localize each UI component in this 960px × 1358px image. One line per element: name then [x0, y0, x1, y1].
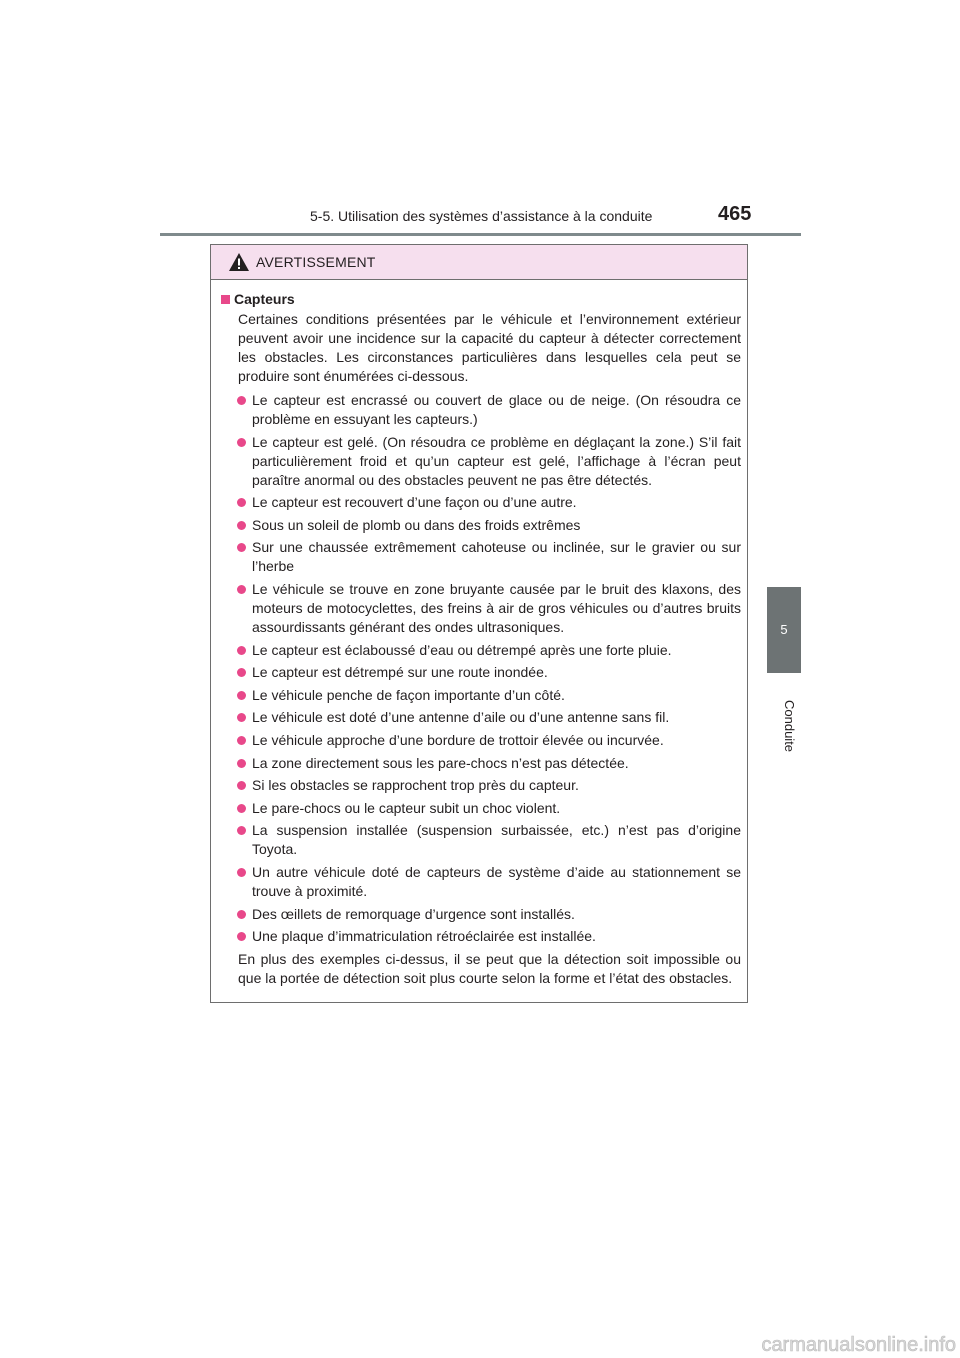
bullet-dot-icon: [237, 646, 246, 655]
header-rule: [160, 233, 801, 236]
bullet-dot-icon: [237, 498, 246, 507]
chapter-label: Conduite: [782, 700, 797, 753]
list-item: [237, 538, 741, 576]
list-item-text: Le véhicule se trouve en zone bruyante causée par le bruit des klaxons, des moteurs de motocyclettes, des freins à air de gros véhicules ou d’autres bruits assourdissants générant des ondes ultrasoniques.: [252, 580, 741, 635]
list-item-text: Le capteur est recouvert d’une façon ou d’une autre.: [252, 494, 577, 511]
list-item: [237, 754, 741, 773]
list-item: [237, 663, 741, 682]
list-item: [237, 433, 741, 490]
list-item: [237, 776, 741, 795]
warning-triangle-icon: [228, 252, 250, 272]
list-item: [237, 863, 741, 901]
list-item-text: Le véhicule approche d’une bordure de trottoir élevée ou incurvée.: [252, 731, 664, 748]
list-item-text: Le capteur est encrassé ou couvert de glace ou de neige. (On résoudra ce problème en essuyant les capteurs.): [252, 392, 741, 427]
list-item: [237, 905, 741, 924]
square-bullet-icon: [221, 295, 230, 304]
list-item-text: Le capteur est gelé. (On résoudra ce problème en déglaçant la zone.) S’il fait particulièrement froid et qu’un capteur est gelé, l’affichage à l’écran peut paraître anormal ou des obstacles peuvent ne pas être détectés.: [252, 433, 741, 488]
list-item-text: La suspension installée (suspension surbaissée, etc.) n’est pas d’origine Toyota.: [252, 822, 741, 858]
list-item: [237, 799, 741, 818]
warning-title: AVERTISSEMENT: [256, 254, 376, 270]
conditions-list: [221, 391, 741, 946]
bullet-dot-icon: [237, 691, 246, 700]
list-item: [237, 686, 741, 705]
list-item-text: Le véhicule penche de façon importante d’un côté.: [252, 686, 565, 703]
list-item: [237, 927, 741, 946]
bullet-dot-icon: [237, 736, 246, 745]
page-number: 465: [718, 203, 752, 225]
bullet-dot-icon: [237, 713, 246, 722]
bullet-dot-icon: [237, 543, 246, 552]
list-item-text: Une plaque d’immatriculation rétroéclairée est installée.: [252, 928, 596, 945]
list-item-text: Le véhicule est doté d’une antenne d’aile ou d’une antenne sans fil.: [252, 709, 670, 726]
list-item: [237, 708, 741, 727]
bullet-dot-icon: [237, 396, 246, 405]
list-item: [237, 391, 741, 429]
bullet-dot-icon: [237, 668, 246, 677]
section-heading-text: Capteurs: [234, 291, 295, 307]
bullet-dot-icon: [237, 804, 246, 813]
list-item-text: Le capteur est détrempé sur une route inondée.: [252, 664, 548, 681]
bullet-dot-icon: [237, 910, 246, 919]
warning-header: [211, 245, 747, 280]
chapter-tab: [767, 587, 801, 673]
warning-body: [211, 280, 747, 988]
list-item-text: Des œillets de remorquage d’urgence sont installés.: [252, 905, 575, 922]
list-item-text: Le capteur est éclaboussé d’eau ou détrempé après une forte pluie.: [252, 641, 672, 658]
list-item-text: Le pare-chocs ou le capteur subit un choc violent.: [252, 799, 561, 816]
section-header-title: 5-5. Utilisation des systèmes d’assistance à la conduite: [310, 208, 653, 224]
bullet-dot-icon: [237, 781, 246, 790]
list-item-text: Si les obstacles se rapprochent trop près du capteur.: [252, 777, 579, 794]
list-item-text: Un autre véhicule doté de capteurs de système d’aide au stationnement se trouve à proximité.: [252, 863, 741, 899]
bullet-dot-icon: [237, 438, 246, 447]
bullet-dot-icon: [237, 521, 246, 530]
list-item: [237, 516, 741, 535]
list-item-text: Sur une chaussée extrêmement cahoteuse ou inclinée, sur le gravier ou sur l’herbe: [252, 539, 741, 575]
list-item: [237, 493, 741, 512]
section-heading: [221, 290, 741, 309]
bullet-dot-icon: [237, 759, 246, 768]
bullet-dot-icon: [237, 932, 246, 941]
closing-paragraph: En plus des exemples ci-dessus, il se peut que la détection soit impossible ou que la portée de détection soit plus courte selon la forme et l’état des obstacles.: [238, 950, 741, 986]
watermark-text: carmanualsonline.info: [761, 1334, 956, 1356]
warning-box: [210, 244, 748, 1003]
list-item-text: Sous un soleil de plomb ou dans des froids extrêmes: [252, 516, 581, 533]
bullet-dot-icon: [237, 826, 246, 835]
list-item: [237, 641, 741, 660]
list-item: [237, 821, 741, 859]
chapter-number: 5: [780, 622, 788, 637]
list-item: [237, 580, 741, 637]
bullet-dot-icon: [237, 585, 246, 594]
list-item: [237, 731, 741, 750]
bullet-dot-icon: [237, 868, 246, 877]
watermark-logo: [660, 1330, 960, 1358]
list-item-text: La zone directement sous les pare-chocs n’est pas détectée.: [252, 754, 629, 771]
intro-paragraph: Certaines conditions présentées par le véhicule et l’environnement extérieur peuvent avoir une incidence sur la capacité du capteur à détecter correctement les obstacles. Les circonstances particulières dans lesquelles cela peut se produire sont énumérées ci-dessous.: [238, 311, 741, 384]
